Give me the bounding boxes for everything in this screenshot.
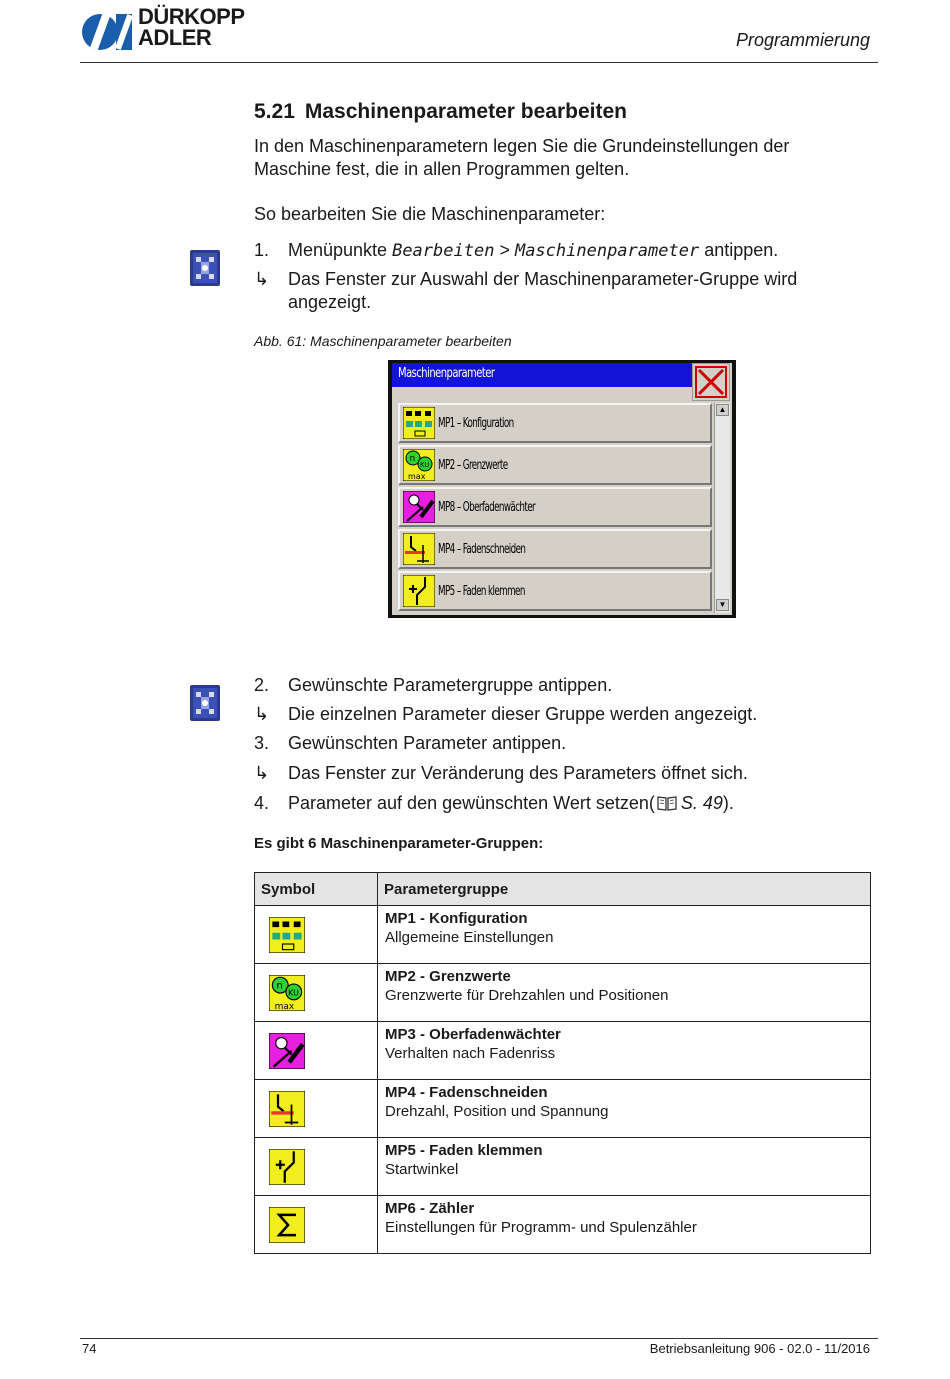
thread-clamp-icon <box>269 1149 305 1185</box>
group-name: MP1 - Konfiguration <box>385 910 528 927</box>
group-name: MP5 - Faden klemmen <box>385 1142 543 1159</box>
groups-heading: Es gibt 6 Maschinenparameter-Gruppen: <box>254 835 544 852</box>
screen-row-mp1[interactable] <box>398 403 712 443</box>
page-reference-link[interactable]: S. 49 <box>680 793 723 813</box>
group-description: Verhalten nach Fadenriss <box>385 1045 556 1062</box>
thread-monitor-icon <box>403 491 435 523</box>
thread-clamp-icon <box>403 575 435 607</box>
menu-item-maschinenparameter: Maschinenparameter <box>514 241 700 261</box>
svg-text:n: n <box>276 980 283 991</box>
group-description: Einstellungen für Programm- und Spulenzähler <box>385 1219 697 1236</box>
table-row <box>255 1080 871 1138</box>
group-name: MP6 - Zähler <box>385 1200 475 1217</box>
intro-paragraph: In den Maschinenparametern legen Sie die Grundeinstellungen der Maschine fest, die in allen Programmen gelten. <box>254 136 790 179</box>
page-number: 74 <box>82 1341 97 1356</box>
section-number: 5.21 <box>254 100 295 123</box>
result-arrow-icon: ↳ <box>254 269 270 289</box>
svg-text:KU: KU <box>420 461 430 469</box>
step-marker: 1. <box>254 240 270 260</box>
table-row <box>255 906 871 964</box>
screen-row-mp5[interactable] <box>398 571 712 611</box>
svg-text:n: n <box>409 454 416 464</box>
config-icon <box>269 917 305 953</box>
close-button[interactable] <box>692 363 730 401</box>
thread-cutting-icon <box>269 1091 305 1127</box>
touch-operation-icon <box>190 250 220 286</box>
section-title <box>254 100 627 124</box>
step-marker: 3. <box>254 733 270 753</box>
screen-row-mp4[interactable] <box>398 529 712 569</box>
table-row <box>255 1022 871 1080</box>
section-title-text: Maschinenparameter bearbeiten <box>304 100 627 123</box>
scroll-down-icon[interactable]: ▼ <box>716 599 729 611</box>
thread-monitor-icon <box>269 1033 305 1069</box>
how-to-paragraph: So bearbeiten Sie die Maschinenparameter: <box>254 204 606 224</box>
close-icon <box>693 364 729 400</box>
svg-text:max: max <box>274 1001 295 1011</box>
brand-logo-mark <box>80 10 136 54</box>
counter-icon <box>269 1207 305 1243</box>
svg-text:KU: KU <box>288 987 299 997</box>
limits-icon <box>269 975 305 1011</box>
group-name: MP4 - Fadenschneiden <box>385 1084 548 1101</box>
group-description: Drehzahl, Position und Spannung <box>385 1103 609 1120</box>
column-header-group: Parametergruppe <box>378 873 871 906</box>
step-marker: 4. <box>254 793 270 813</box>
header-divider <box>80 62 878 63</box>
screen-scrollbar[interactable] <box>714 403 730 613</box>
group-name: MP3 - Oberfadenwächter <box>385 1026 561 1043</box>
book-icon <box>657 794 677 817</box>
screen-row-label: MP4 – Fadenschneiden <box>438 542 526 557</box>
scroll-up-icon[interactable]: ▲ <box>716 404 729 416</box>
screen-row-mp8[interactable] <box>398 487 712 527</box>
screen-row-label: MP1 – Konfiguration <box>438 416 514 431</box>
brand-line-1: DÜRKOPP <box>138 4 245 29</box>
brand-name <box>138 6 245 48</box>
group-description: Startwinkel <box>385 1161 459 1178</box>
table-row <box>255 964 871 1022</box>
table-header-row <box>255 873 871 906</box>
table-row <box>255 1196 871 1254</box>
brand-line-2: ADLER <box>138 25 212 50</box>
header-section-title: Programmierung <box>735 30 870 50</box>
footer-divider <box>80 1338 878 1339</box>
thread-cutting-icon <box>403 533 435 565</box>
group-description: Allgemeine Einstellungen <box>385 929 554 946</box>
screen-row-mp2[interactable] <box>398 445 712 485</box>
parameter-groups-table <box>254 872 871 1254</box>
result-arrow-icon: ↳ <box>254 763 270 783</box>
figure-caption: Abb. 61: Maschinenparameter bearbeiten <box>254 333 512 349</box>
result-arrow-icon: ↳ <box>254 704 270 724</box>
column-header-symbol: Symbol <box>255 873 378 906</box>
menu-item-bearbeiten: Bearbeiten <box>392 241 495 261</box>
step-marker: 2. <box>254 675 270 695</box>
screen-row-label: MP8 – Oberfadenwächter <box>438 500 536 515</box>
config-icon <box>403 407 435 439</box>
table-row <box>255 1138 871 1196</box>
screen-row-label: MP2 – Grenzwerte <box>438 458 508 473</box>
group-description: Grenzwerte für Drehzahlen und Positionen <box>385 987 669 1004</box>
screen-title: Maschinenparameter <box>398 366 495 381</box>
screen-title-bar <box>392 363 692 387</box>
screen-row-label: MP5 – Faden klemmen <box>438 584 525 599</box>
group-name: MP2 - Grenzwerte <box>385 968 511 985</box>
limits-icon <box>403 449 435 481</box>
document-reference: Betriebsanleitung 906 - 02.0 - 11/2016 <box>649 1341 870 1356</box>
touch-operation-icon <box>190 685 220 721</box>
machine-parameter-screen <box>388 360 736 618</box>
svg-text:max: max <box>408 472 426 481</box>
